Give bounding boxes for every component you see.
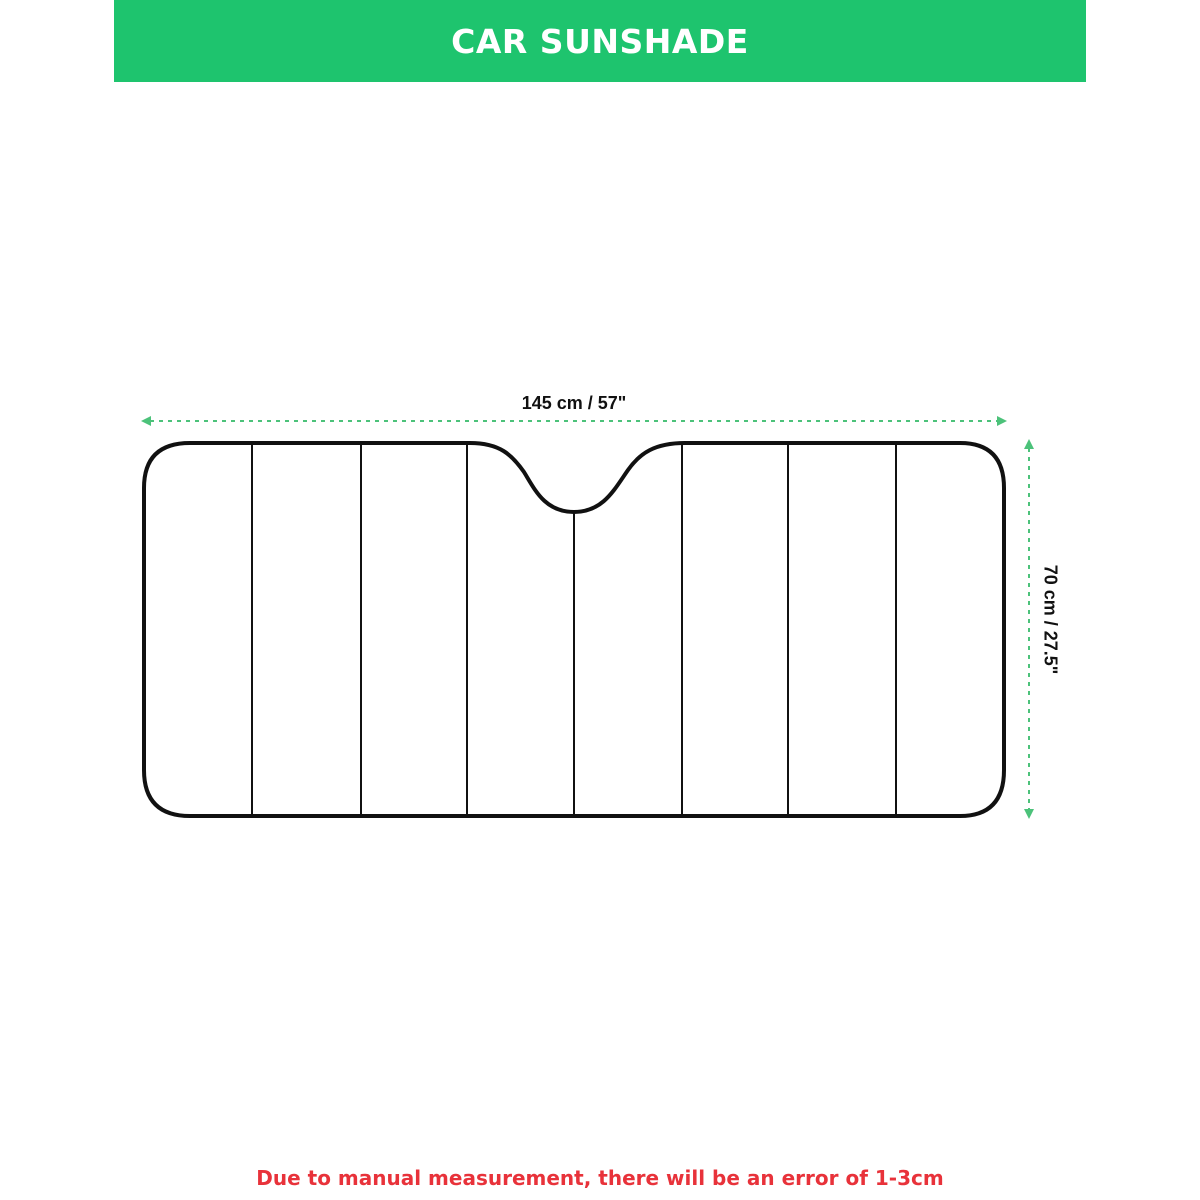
width-dimension-label: 145 cm / 57" [521, 393, 627, 413]
header-title: CAR SUNSHADE [451, 21, 749, 61]
measurement-error-note: Due to manual measurement, there will be an error of 1-3cm [256, 1166, 944, 1190]
height-arrow-head-top [1024, 439, 1034, 449]
height-dimension-label: 70 cm / 27.5" [1040, 564, 1061, 675]
height-dimension-arrow [1024, 439, 1034, 819]
height-arrow-head-bottom [1024, 809, 1034, 819]
width-arrow-head-left [141, 416, 151, 426]
width-dimension-arrow [141, 416, 1007, 426]
width-arrow-head-right [997, 416, 1007, 426]
